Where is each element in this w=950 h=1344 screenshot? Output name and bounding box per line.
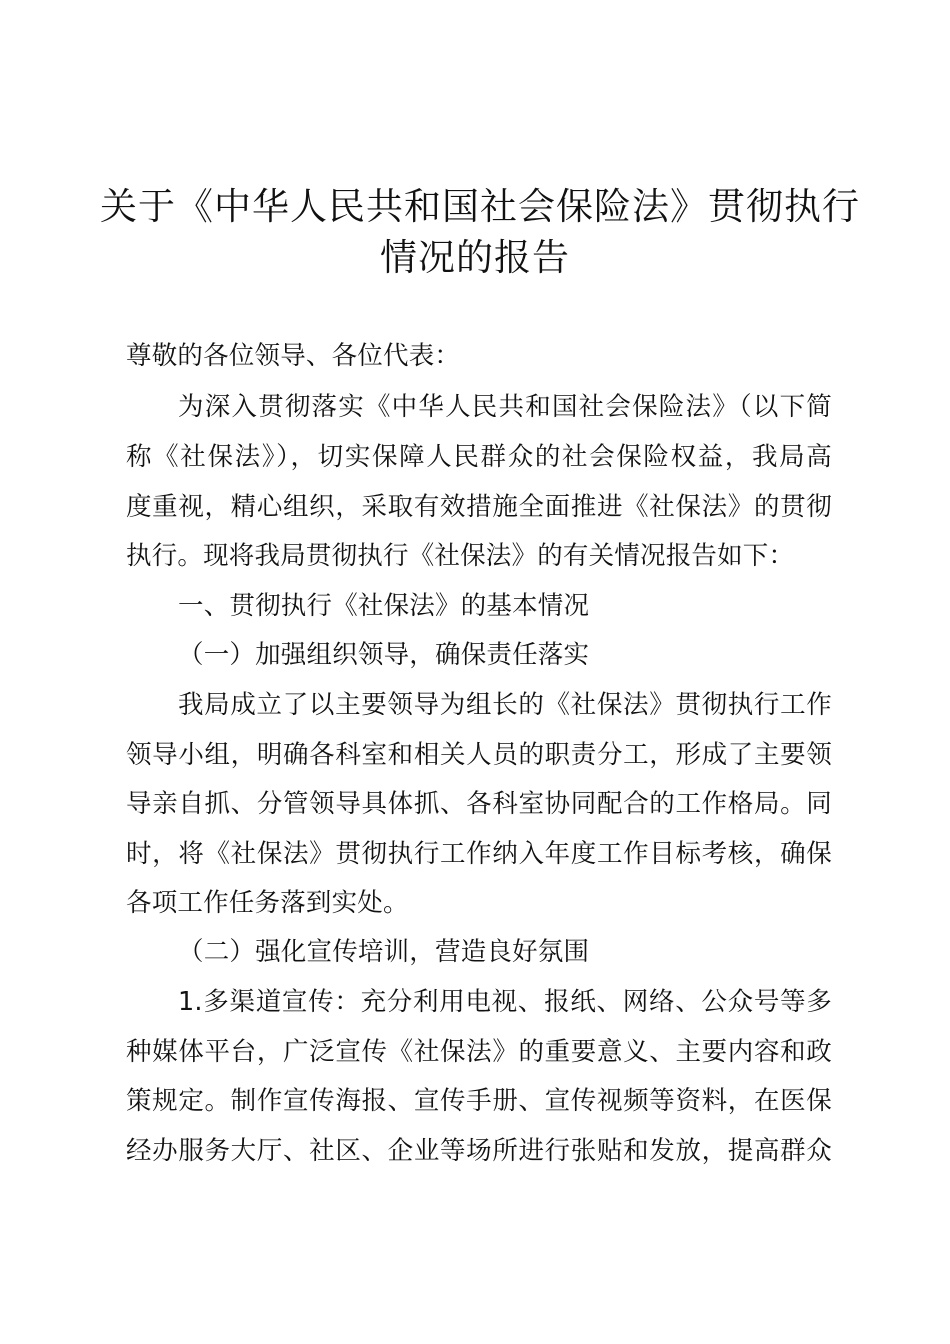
paragraph-line: 领导小组，明确各科室和相关人员的职责分工，形成了主要领 [126, 740, 832, 770]
paragraph-line: 策规定。制作宣传海报、宣传手册、宣传视频等资料，在医保 [126, 1086, 832, 1116]
paragraph-line: 执行。现将我局贯彻执行《社保法》的有关情况报告如下： [126, 541, 795, 571]
paragraph-line: 经办服务大厅、社区、企业等场所进行张贴和发放，提高群众 [126, 1136, 832, 1166]
paragraph-line: 为深入贯彻落实《中华人民共和国社会保险法》（以下简 [178, 392, 832, 422]
salutation: 尊敬的各位领导、各位代表： [126, 341, 461, 371]
paragraph-line: 1.多渠道宣传：充分利用电视、报纸、网络、公众号等多 [178, 987, 832, 1017]
paragraph-line: 时，将《社保法》贯彻执行工作纳入年度工作目标考核，确保 [126, 839, 832, 869]
document-title-line-2: 情况的报告 [380, 236, 570, 279]
document-title-line-1: 关于《中华人民共和国社会保险法》贯彻执行 [100, 185, 860, 228]
paragraph-line: 称《社保法》），切实保障人民群众的社会保险权益，我局高 [126, 442, 832, 472]
paragraph-line: 导亲自抓、分管领导具体抓、各科室协同配合的工作格局。同 [126, 789, 832, 819]
paragraph-line: 各项工作任务落到实处。 [126, 888, 409, 918]
subsection-heading: （二）强化宣传培训，营造良好氛围 [178, 937, 590, 967]
subsection-heading: （一）加强组织领导，确保责任落实 [178, 640, 590, 670]
paragraph-line: 度重视，精心组织，采取有效措施全面推进《社保法》的贯彻 [126, 492, 832, 522]
paragraph-line: 种媒体平台，广泛宣传《社保法》的重要意义、主要内容和政 [126, 1037, 832, 1067]
paragraph-line: 我局成立了以主要领导为组长的《社保法》贯彻执行工作 [178, 690, 832, 720]
section-heading: 一、贯彻执行《社保法》的基本情况 [178, 591, 590, 621]
